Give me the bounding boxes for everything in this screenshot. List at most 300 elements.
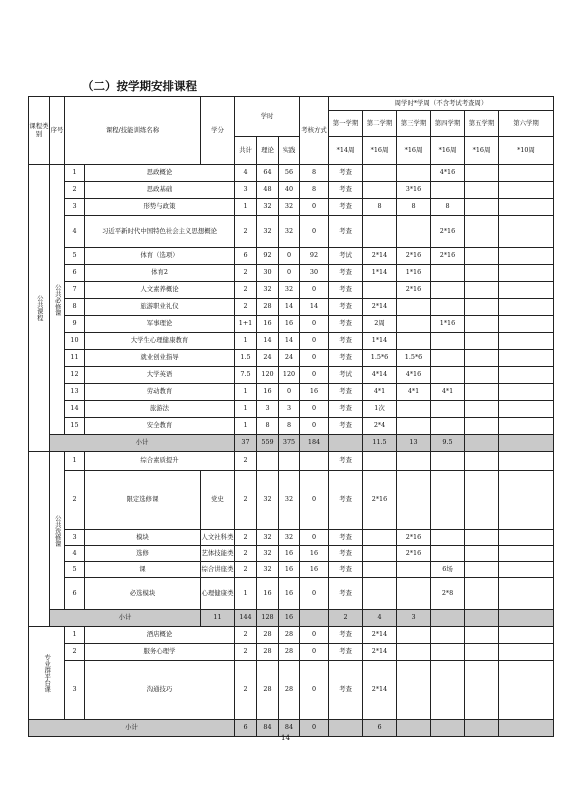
table-row [29, 333, 554, 350]
assessment-cell: 考查 [329, 627, 363, 644]
semester-5-cell [499, 661, 554, 720]
table-row [29, 644, 554, 661]
semester-4-cell [465, 384, 499, 401]
semester-2-cell [397, 333, 431, 350]
semester-4-cell [465, 299, 499, 316]
semester-3-cell [431, 471, 465, 530]
semester-4-cell [465, 627, 499, 644]
semester-4-cell [465, 199, 499, 216]
semester-2-cell [397, 418, 431, 435]
semester-1-cell [363, 452, 397, 471]
subtotal-semester-3: 3 [397, 610, 431, 627]
hours-practice-cell: 0 [300, 661, 329, 720]
semester-5-cell [499, 384, 554, 401]
assessment-cell: 考查 [329, 316, 363, 333]
hours-total-cell: 32 [257, 199, 279, 216]
header-sem-6: 第六学期 [499, 111, 554, 137]
hours-total-cell: 28 [257, 644, 279, 661]
semester-2-cell [397, 165, 431, 182]
hours-practice-cell: 14 [300, 299, 329, 316]
assessment-cell: 考查 [329, 644, 363, 661]
header-sem-2: 第二学期 [363, 111, 397, 137]
semester-5-cell [499, 165, 554, 182]
hours-practice-cell: 0 [300, 530, 329, 546]
subtotal-semester-2: 13 [397, 435, 431, 452]
seq-cell: 1 [65, 452, 85, 471]
hours-theory-cell: 56 [279, 165, 300, 182]
semester-1-cell: 4*14 [363, 367, 397, 384]
header-sem-4: 第四学期 [431, 111, 465, 137]
credit-cell: 6 [235, 248, 257, 265]
table-row [29, 316, 554, 333]
semester-3-cell: 2*16 [431, 216, 465, 248]
seq-cell: 5 [65, 248, 85, 265]
category-public-cell: 公共课程 [29, 165, 50, 452]
semester-5-cell [499, 546, 554, 562]
subtotal-semester-4 [431, 610, 465, 627]
assessment-cell: 考查 [329, 182, 363, 199]
semester-2-cell: 2*16 [397, 248, 431, 265]
semester-3-cell [431, 627, 465, 644]
credit-cell: 2 [235, 299, 257, 316]
table-row [29, 471, 554, 530]
table-row [29, 282, 554, 299]
semester-4-cell [465, 265, 499, 282]
semester-4-cell [465, 367, 499, 384]
hours-theory-cell: 32 [279, 471, 300, 530]
subtotal-assessment [329, 435, 363, 452]
elective-type-cell: 必选模块 [85, 578, 201, 610]
table-row [29, 546, 554, 562]
assessment-cell: 考查 [329, 452, 363, 471]
category-elective-cell: 公共选修课 [50, 452, 65, 610]
semester-1-cell [363, 546, 397, 562]
credit-cell: 2 [235, 282, 257, 299]
hours-total-cell: 28 [257, 299, 279, 316]
header-weeks-1: *14周 [329, 137, 363, 165]
header-assessment: 考核方式 [300, 97, 329, 165]
subtotal-semester-2: 4 [363, 610, 397, 627]
semester-2-cell [397, 471, 431, 530]
semester-3-cell: 8 [431, 199, 465, 216]
semester-3-cell [431, 530, 465, 546]
course-name-cell: 体育（选项） [85, 248, 235, 265]
table-row [29, 367, 554, 384]
course-name-cell: 体育2 [85, 265, 235, 282]
subtotal-credit: 6 [235, 720, 257, 737]
semester-5-cell [499, 452, 554, 471]
header-hours-total: 共计 [235, 137, 257, 165]
semester-4-cell [465, 182, 499, 199]
semester-1-cell [363, 578, 397, 610]
hours-practice-cell: 0 [300, 418, 329, 435]
hours-practice-cell: 0 [300, 401, 329, 418]
header-sem-3: 第三学期 [397, 111, 431, 137]
semester-1-cell: 1次 [363, 401, 397, 418]
semester-1-cell: 8 [363, 199, 397, 216]
hours-total-cell: 32 [257, 562, 279, 578]
seq-cell: 4 [65, 546, 85, 562]
table-row [29, 182, 554, 199]
seq-cell: 2 [65, 471, 85, 530]
elective-type-cell: 模块 [85, 530, 201, 546]
semester-5-cell [499, 265, 554, 282]
semester-2-cell [397, 299, 431, 316]
semester-4-cell [465, 562, 499, 578]
assessment-cell: 考查 [329, 661, 363, 720]
subtotal-semester-4 [465, 435, 499, 452]
hours-total-cell: 64 [257, 165, 279, 182]
credit-cell: 2 [235, 471, 257, 530]
hours-total-cell: 32 [257, 216, 279, 248]
semester-2-cell [397, 316, 431, 333]
credit-cell: 1 [235, 333, 257, 350]
hours-total-cell: 24 [257, 350, 279, 367]
hours-theory-cell: 14 [279, 299, 300, 316]
header-weeks-3: *16周 [397, 137, 431, 165]
course-name-cell: 思政概论 [85, 165, 235, 182]
course-name-cell: 服务心理学 [85, 644, 235, 661]
semester-3-cell [431, 401, 465, 418]
elective-type-cell: 限定选修课 [85, 471, 201, 530]
semester-3-cell [431, 452, 465, 471]
table-row [29, 530, 554, 546]
semester-5-cell [499, 418, 554, 435]
subtotal-semester-1: 2 [329, 610, 363, 627]
hours-practice-cell: 0 [300, 627, 329, 644]
page-title: （二）按学期安排课程 [82, 79, 197, 93]
subtotal-total: 559 [257, 435, 279, 452]
seq-cell: 13 [65, 384, 85, 401]
subtotal-theory: 84 [279, 720, 300, 737]
hours-practice-cell: 0 [300, 644, 329, 661]
semester-3-cell: 2*16 [431, 248, 465, 265]
hours-practice-cell: 16 [300, 562, 329, 578]
subtotal-practice: 184 [300, 435, 329, 452]
header-weeks-4: *16周 [431, 137, 465, 165]
hours-total-cell: 28 [257, 627, 279, 644]
table-row [29, 627, 554, 644]
hours-practice-cell: 0 [300, 199, 329, 216]
course-name-cell: 人文素养概论 [85, 282, 235, 299]
semester-5-cell [499, 299, 554, 316]
subtotal-semester-5 [499, 435, 554, 452]
hours-practice-cell: 8 [300, 165, 329, 182]
course-name-cell: 旅游职业礼仪 [85, 299, 235, 316]
hours-theory-cell: 40 [279, 182, 300, 199]
subtotal-semester-5 [465, 610, 499, 627]
hours-total-cell: 32 [257, 546, 279, 562]
hours-theory-cell [279, 452, 300, 471]
semester-1-cell [363, 216, 397, 248]
header-hours-practice: 实践 [279, 137, 300, 165]
semester-2-cell: 1.5*6 [397, 350, 431, 367]
semester-4-cell [465, 248, 499, 265]
assessment-cell: 考查 [329, 471, 363, 530]
seq-cell: 2 [65, 182, 85, 199]
hours-theory-cell: 0 [279, 248, 300, 265]
subtotal-total: 84 [257, 720, 279, 737]
semester-5-cell [499, 216, 554, 248]
seq-cell: 9 [65, 316, 85, 333]
semester-4-cell [465, 350, 499, 367]
semester-4-cell [465, 165, 499, 182]
semester-1-cell [363, 562, 397, 578]
hours-total-cell: 16 [257, 316, 279, 333]
elective-type-cell: 选修 [85, 546, 201, 562]
semester-2-cell: 3*16 [397, 182, 431, 199]
semester-2-cell: 2*16 [397, 282, 431, 299]
assessment-cell: 考查 [329, 562, 363, 578]
hours-practice-cell: 16 [300, 546, 329, 562]
subtotal-total: 144 [235, 610, 257, 627]
semester-5-cell [499, 627, 554, 644]
hours-practice-cell [300, 452, 329, 471]
semester-5-cell [499, 282, 554, 299]
assessment-cell: 考查 [329, 384, 363, 401]
assessment-cell: 考查 [329, 165, 363, 182]
semester-3-cell [431, 333, 465, 350]
semester-1-cell: 4*1 [363, 384, 397, 401]
credit-cell: 2 [235, 627, 257, 644]
hours-theory-cell: 32 [279, 199, 300, 216]
hours-practice-cell: 30 [300, 265, 329, 282]
semester-3-cell: 4*16 [431, 165, 465, 182]
hours-practice-cell: 0 [300, 350, 329, 367]
semester-2-cell [397, 627, 431, 644]
elective-type-cell: 课 [85, 562, 201, 578]
seq-cell: 3 [65, 530, 85, 546]
semester-5-cell [499, 644, 554, 661]
semester-2-cell [397, 661, 431, 720]
semester-3-cell [431, 546, 465, 562]
assessment-cell: 考查 [329, 265, 363, 282]
hours-total-cell: 30 [257, 265, 279, 282]
assessment-cell: 考查 [329, 578, 363, 610]
hours-practice-cell: 0 [300, 282, 329, 299]
semester-2-cell [397, 644, 431, 661]
table-row [29, 401, 554, 418]
assessment-cell: 考试 [329, 367, 363, 384]
header-category: 课程类别 [29, 97, 50, 165]
semester-2-cell [397, 452, 431, 471]
semester-5-cell [499, 578, 554, 610]
semester-1-cell: 2*14 [363, 299, 397, 316]
credit-cell: 1 [235, 384, 257, 401]
course-name-cell: 艺体技能类 [201, 546, 235, 562]
category-blank-cell [29, 452, 50, 627]
table-row [29, 199, 554, 216]
semester-4-cell [465, 530, 499, 546]
hours-theory-cell: 14 [279, 333, 300, 350]
table-row [29, 562, 554, 578]
credit-cell: 4 [235, 165, 257, 182]
course-name-cell: 大学英语 [85, 367, 235, 384]
semester-3-cell [431, 418, 465, 435]
header-weekly-caption: 周学时*学周（不含考试考查周） [329, 97, 554, 111]
table-row [29, 265, 554, 282]
hours-practice-cell: 0 [300, 316, 329, 333]
course-name-cell: 就业创业指导 [85, 350, 235, 367]
credit-cell: 1+1 [235, 316, 257, 333]
credit-cell: 1.5 [235, 350, 257, 367]
seq-cell: 5 [65, 562, 85, 578]
subtotal-assessment [300, 610, 329, 627]
semester-2-cell: 1*16 [397, 265, 431, 282]
semester-1-cell [363, 165, 397, 182]
semester-4-cell [465, 644, 499, 661]
seq-cell: 15 [65, 418, 85, 435]
hours-total-cell: 32 [257, 530, 279, 546]
semester-3-cell [431, 350, 465, 367]
category-required-cell: 公共必修课 [50, 165, 65, 435]
assessment-cell: 考查 [329, 418, 363, 435]
course-name-cell: 形势与政策 [85, 199, 235, 216]
course-name-cell: 综合讲座类 [201, 562, 235, 578]
seq-cell: 12 [65, 367, 85, 384]
assessment-cell: 考查 [329, 299, 363, 316]
semester-4-cell [465, 418, 499, 435]
hours-theory-cell: 16 [279, 578, 300, 610]
credit-cell: 2 [235, 661, 257, 720]
assessment-cell: 考查 [329, 546, 363, 562]
semester-5-cell [499, 350, 554, 367]
header-sem-5: 第五学期 [465, 111, 499, 137]
seq-cell: 4 [65, 216, 85, 248]
assessment-cell: 考查 [329, 282, 363, 299]
semester-4-cell [465, 471, 499, 530]
course-name-cell: 旅游法 [85, 401, 235, 418]
semester-3-cell: 6场 [431, 562, 465, 578]
credit-cell: 1 [235, 578, 257, 610]
credit-cell: 3 [235, 182, 257, 199]
header-weeks-2: *16周 [363, 137, 397, 165]
credit-cell: 2 [235, 265, 257, 282]
subtotal-theory: 128 [257, 610, 279, 627]
table-row [29, 452, 554, 471]
semester-3-cell: 1*16 [431, 316, 465, 333]
hours-theory-cell: 28 [279, 644, 300, 661]
header-seq: 序号 [50, 97, 65, 165]
hours-total-cell: 14 [257, 333, 279, 350]
semester-2-cell [397, 578, 431, 610]
hours-practice-cell: 0 [300, 216, 329, 248]
seq-cell: 6 [65, 265, 85, 282]
subtotal-semester-6 [499, 610, 554, 627]
hours-theory-cell: 32 [279, 282, 300, 299]
semester-2-cell: 2*16 [397, 530, 431, 546]
semester-5-cell [499, 182, 554, 199]
semester-2-cell: 8 [397, 199, 431, 216]
hours-theory-cell: 24 [279, 350, 300, 367]
semester-1-cell: 2*14 [363, 248, 397, 265]
semester-4-cell [465, 216, 499, 248]
hours-total-cell: 28 [257, 661, 279, 720]
semester-5-cell [499, 367, 554, 384]
assessment-cell: 考查 [329, 333, 363, 350]
seq-cell: 2 [65, 644, 85, 661]
hours-theory-cell: 16 [279, 562, 300, 578]
table-row [29, 248, 554, 265]
semester-5-cell [499, 316, 554, 333]
course-name-cell: 酒店概论 [85, 627, 235, 644]
hours-total-cell: 120 [257, 367, 279, 384]
hours-total-cell: 92 [257, 248, 279, 265]
course-name-cell: 安全教育 [85, 418, 235, 435]
subtotal-semester-1: 6 [363, 720, 397, 737]
semester-5-cell [499, 199, 554, 216]
credit-cell: 1 [235, 199, 257, 216]
hours-total-cell [257, 452, 279, 471]
credit-cell: 2 [235, 644, 257, 661]
assessment-cell: 考查 [329, 350, 363, 367]
course-name-cell: 大学生心理健康教育 [85, 333, 235, 350]
header-name: 课程/技能训练名称 [65, 97, 201, 165]
semester-5-cell [499, 562, 554, 578]
table-row [29, 578, 554, 610]
table-row [29, 299, 554, 316]
hours-theory-cell: 3 [279, 401, 300, 418]
semester-5-cell [499, 333, 554, 350]
seq-cell: 7 [65, 282, 85, 299]
course-name-cell: 军事理论 [85, 316, 235, 333]
seq-cell: 8 [65, 299, 85, 316]
hours-total-cell: 16 [257, 384, 279, 401]
hours-total-cell: 32 [257, 282, 279, 299]
subtotal-semester-3: 9.5 [431, 435, 465, 452]
semester-2-cell [397, 401, 431, 418]
semester-4-cell [465, 578, 499, 610]
semester-1-cell [363, 182, 397, 199]
curriculum-table [28, 96, 554, 737]
header-credit: 学分 [201, 97, 235, 165]
credit-cell: 1 [235, 401, 257, 418]
hours-theory-cell: 16 [279, 316, 300, 333]
category-professional-cell: 专业群平台课 [29, 627, 65, 720]
header-weeks-6: *10周 [499, 137, 554, 165]
course-name-cell: 习近平新时代中国特色社会主义思想概论 [85, 216, 235, 248]
hours-theory-cell: 28 [279, 627, 300, 644]
semester-1-cell: 2*4 [363, 418, 397, 435]
subtotal-practice: 16 [279, 610, 300, 627]
credit-cell: 2 [235, 530, 257, 546]
hours-theory-cell: 8 [279, 418, 300, 435]
semester-1-cell [363, 530, 397, 546]
hours-theory-cell: 0 [279, 265, 300, 282]
subtotal-label: 小计 [50, 435, 235, 452]
semester-3-cell: 4*1 [431, 384, 465, 401]
semester-1-cell: 1*14 [363, 333, 397, 350]
semester-4-cell [465, 333, 499, 350]
assessment-cell: 考查 [329, 530, 363, 546]
semester-3-cell [431, 644, 465, 661]
semester-5-cell [499, 471, 554, 530]
credit-cell: 1 [235, 418, 257, 435]
hours-theory-cell: 16 [279, 546, 300, 562]
semester-5-cell [499, 401, 554, 418]
semester-1-cell [363, 282, 397, 299]
table-row [29, 418, 554, 435]
credit-cell: 7.5 [235, 367, 257, 384]
table-row [29, 216, 554, 248]
hours-total-cell: 3 [257, 401, 279, 418]
semester-3-cell [431, 299, 465, 316]
hours-theory-cell: 32 [279, 530, 300, 546]
header-hours: 学时 [235, 97, 300, 137]
seq-cell: 10 [65, 333, 85, 350]
hours-practice-cell: 0 [300, 471, 329, 530]
subtotal-credit: 11 [201, 610, 235, 627]
